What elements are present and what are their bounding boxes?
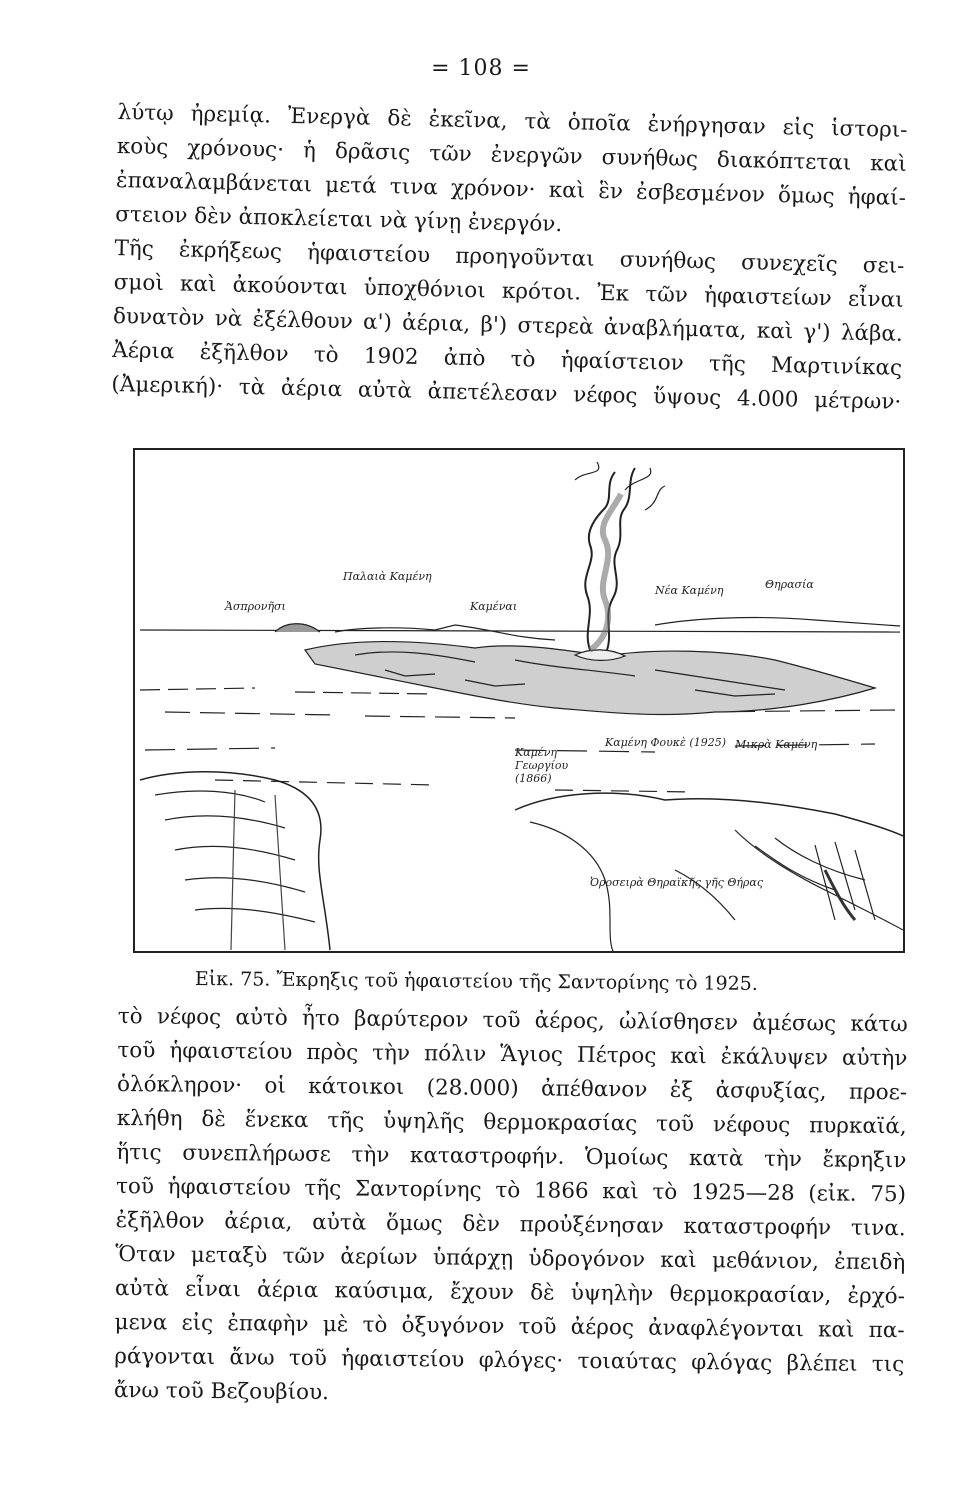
text-line: ἐπαναλαμβάνεται μετά τινα χρόνον· καὶ ἓν ἐσβεσμένον ὅμως ἡφαί-: [115, 167, 907, 211]
text-line: ὁλόκληρον· οἱ κάτοικοι (28.000) ἀπέθανον ἐξ ἀσφυξίας, προε-: [116, 1071, 908, 1106]
text-line: στειον δὲν ἀποκλείεται νὰ γίνῃ ἐνεργόν.: [115, 201, 563, 238]
label-thirasia: Θηρασία: [765, 578, 814, 591]
text-line: τοῦ ἡφαιστείου πρὸς τὴν πόλιν Ἅγιος Πέτρος καὶ ἐκάλυψεν αὐτὴν: [117, 1037, 908, 1072]
text-line: μενα εἰς ἐπαφὴν μὲ τὸ ὀξυγόνον τοῦ ἀέρος ἀναφλέγονται καὶ πα-: [114, 1309, 905, 1344]
label-palaia-kameni: Παλαιὰ Καμένη: [343, 570, 432, 583]
text-line: τοῦ ἡφαιστείου τῆς Σαντορίνης τὸ 1866 καὶ τὸ 1925—28 (εἰκ. 75): [115, 1173, 907, 1208]
text-line: (Ἀμερική)· τὰ ἀέρια αὐτὰ ἀπετέλεσαν νέφος ὕψους 4.000 μέτρων·: [111, 371, 902, 415]
label-nea-kameni: Νέα Καμένη: [655, 584, 724, 597]
text-line: Ἀέρια ἐξῆλθον τὸ 1902 ἀπὸ τὸ ἡφαίστειον τῆς Μαρτινίκας: [111, 337, 903, 381]
text-line: ἐξῆλθον ἀέρια, αὐτὰ ὅμως δὲν προὐξένησαν καταστροφήν τινα.: [115, 1207, 906, 1242]
label-kamenai: Καμέναι: [470, 600, 518, 613]
figure-caption: Εἰκ. 75. Ἔκρηξις τοῦ ἡφαιστείου τῆς Σαντορίνης τὸ 1925.: [194, 968, 758, 995]
text-line: λύτῳ ἠρεμίᾳ. Ἐνεργὰ δὲ ἐκεῖνα, τὰ ὁποῖα ἐνήργησαν εἰς ἱστορι-: [117, 99, 908, 143]
label-aspronisi: Ἀσπρονῆσι: [225, 600, 286, 613]
text-line: κλήθη δὲ ἕνεκα τῆς ὑψηλῆς θερμοκρασίας τοῦ νέφους πυρκαϊά,: [116, 1105, 907, 1140]
page-number: = 108 =: [431, 56, 531, 81]
text-line: κοὺς χρόνους· ἡ δρᾶσις τῶν ἐνεργῶν συνήθως διακόπτεται καὶ: [116, 133, 907, 177]
text-line: δυνατὸν νὰ ἐξέλθουν α') ἀέρια, β') στερεὰ ἀναβλήματα, καὶ γ') λάβα.: [112, 303, 904, 347]
label-kameni-fouke: Καμένη Φουκὲ (1925): [605, 736, 726, 749]
label-oroseira: Ὀροσειρὰ Θηραϊκῆς γῆς Θήρας: [590, 876, 763, 889]
bottom-paragraph: [114, 1000, 908, 1416]
sketch-drawing: [135, 450, 905, 953]
label-kameni-georgiou: Καμένη Γεωργίου (1866): [515, 746, 569, 785]
text-line: Ὅταν μεταξὺ τῶν ἀερίων ὑπάρχῃ ὑδρογόνον καὶ μεθάνιον, ἐπειδὴ: [115, 1241, 906, 1276]
text-line: Τῆς ἐκρήξεως ἡφαιστείου προηγοῦνται συνήθως συνεχεῖς σει-: [114, 235, 905, 279]
eruption-illustration: [133, 448, 905, 953]
text-line: αὐτὰ εἶναι ἀέρια καύσιμα, ἔχουν δὲ ὑψηλὴν θερμοκρασίαν, ἐρχό-: [114, 1275, 906, 1310]
label-mikra-kameni: Μικρὰ Καμένη: [735, 738, 818, 751]
text-line: ἥτις συνεπλήρωσε τὴν καταστροφήν. Ὁμοίως κατὰ τὴν ἔκρηξιν: [116, 1139, 907, 1174]
text-line: ράγονται ἄνω τοῦ ἡφαιστείου φλόγες· τοιαύτας φλόγας βλέπει τις: [114, 1343, 905, 1378]
top-paragraph: [111, 96, 908, 420]
text-line: σμοὶ καὶ ἀκούονται ὑποχθόνιοι κρότοι. Ἐκ τῶν ἡφαιστείων εἶναι: [113, 269, 904, 313]
text-line: τὸ νέφος αὐτὸ ἦτο βαρύτερον τοῦ ἀέρος, ὠλίσθησεν ἀμέσως κάτω: [117, 1003, 908, 1038]
text-line: ἄνω τοῦ Βεζουβίου.: [113, 1377, 330, 1406]
